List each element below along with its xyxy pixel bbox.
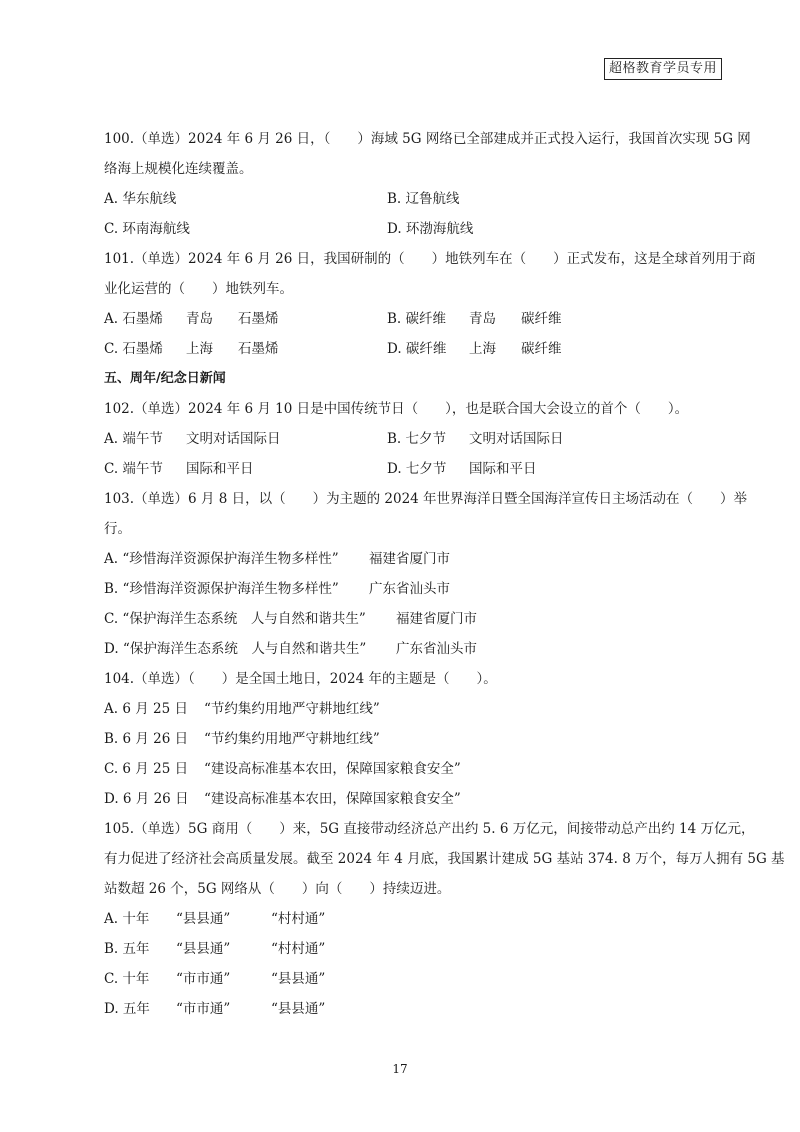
option-b: B. 6 月 26 日 “节约集约用地严守耕地红线” <box>104 731 380 747</box>
question-100-line2: 络海上规模化连续覆盖。 <box>104 161 253 177</box>
option-a: A. 6 月 25 日 “节约集约用地严守耕地红线” <box>104 701 380 717</box>
option-d: D. 6 月 26 日 “建设高标准基本农田，保障国家粮食安全” <box>104 791 461 807</box>
option-a: A. “珍惜海洋资源保护海洋生物多样性” 福建省厦门市 <box>104 551 450 567</box>
question-100-options-cd <box>104 214 726 244</box>
question-105-line1: 105.（单选）5G 商用（ ）来，5G 直接带动经济总产出约 5. 6 万亿元，间接带动总产出约 14 万亿元， <box>104 821 755 837</box>
question-103-line1: 103.（单选）6 月 8 日，以（ ）为主题的 2024 年世界海洋日暨全国海洋宣传日主场活动在（ ）举 <box>104 491 748 507</box>
question-101-line1: 101.（单选）2024 年 6 月 26 日，我国研制的（ ）地铁列车在（ ）正式发布，这是全球首列用于商 <box>104 251 756 267</box>
section-heading: 五、周年/纪念日新闻 <box>104 371 226 386</box>
option-a: A. 石墨烯 青岛 石墨烯 <box>104 311 279 327</box>
option-a: A. 十年 “县县通” “村村通” <box>104 911 326 927</box>
option-b: B. “珍惜海洋资源保护海洋生物多样性” 广东省汕头市 <box>104 581 450 597</box>
question-105-line2: 有力促进了经济社会高质量发展。截至 2024 年 4 月底，我国累计建成 5G 基站 374. 8 万个，每万人拥有 5G 基 <box>104 851 785 867</box>
document-body <box>104 124 785 1024</box>
question-100-line1: 100.（单选）2024 年 6 月 26 日，（ ）海域 5G 网络已全部建成并正式投入运行，我国首次实现 5G 网 <box>104 131 751 147</box>
option-b: B. 七夕节 文明对话国际日 <box>387 431 564 447</box>
option-d: D. 七夕节 国际和平日 <box>387 461 537 477</box>
option-c: C. 环南海航线 <box>104 221 190 237</box>
question-105-line3: 站数超 26 个，5G 网络从（ ）向（ ）持续迈进。 <box>104 881 451 897</box>
option-a: A. 华东航线 <box>104 191 177 207</box>
option-d: D. 碳纤维 上海 碳纤维 <box>387 341 562 357</box>
option-c: C. 十年 “市市通” “县县通” <box>104 971 326 987</box>
option-b: B. 碳纤维 青岛 碳纤维 <box>387 311 562 327</box>
question-101-line2: 业化运营的（ ）地铁列车。 <box>104 281 293 297</box>
question-101-options-ab <box>104 304 726 334</box>
option-c: C. 端午节 国际和平日 <box>104 461 254 477</box>
option-d: D. 环渤海航线 <box>387 221 474 237</box>
question-104-line1: 104.（单选）（ ）是全国土地日，2024 年的主题是（ ）。 <box>104 671 497 687</box>
question-100-options-ab <box>104 184 726 214</box>
question-102-options-cd <box>104 454 726 484</box>
question-103-line2: 行。 <box>104 521 131 537</box>
option-c: C. “保护海洋生态系统 人与自然和谐共生” 福建省厦门市 <box>104 611 477 627</box>
option-a: A. 端午节 文明对话国际日 <box>104 431 281 447</box>
usage-stamp: 超格教育学员专用 <box>604 58 722 80</box>
question-102-line1: 102.（单选）2024 年 6 月 10 日是中国传统节日（ ），也是联合国大会设立的首个（ ）。 <box>104 401 689 417</box>
question-102-options-ab <box>104 424 726 454</box>
page-number: 17 <box>392 1062 408 1076</box>
option-d: D. 五年 “市市通” “县县通” <box>104 1001 326 1017</box>
option-b: B. 五年 “县县通” “村村通” <box>104 941 326 957</box>
option-c: C. 石墨烯 上海 石墨烯 <box>104 341 279 357</box>
option-b: B. 辽鲁航线 <box>387 191 460 207</box>
question-101-options-cd <box>104 334 726 364</box>
option-c: C. 6 月 25 日 “建设高标准基本农田，保障国家粮食安全” <box>104 761 461 777</box>
option-d: D. “保护海洋生态系统 人与自然和谐共生” 广东省汕头市 <box>104 641 477 657</box>
